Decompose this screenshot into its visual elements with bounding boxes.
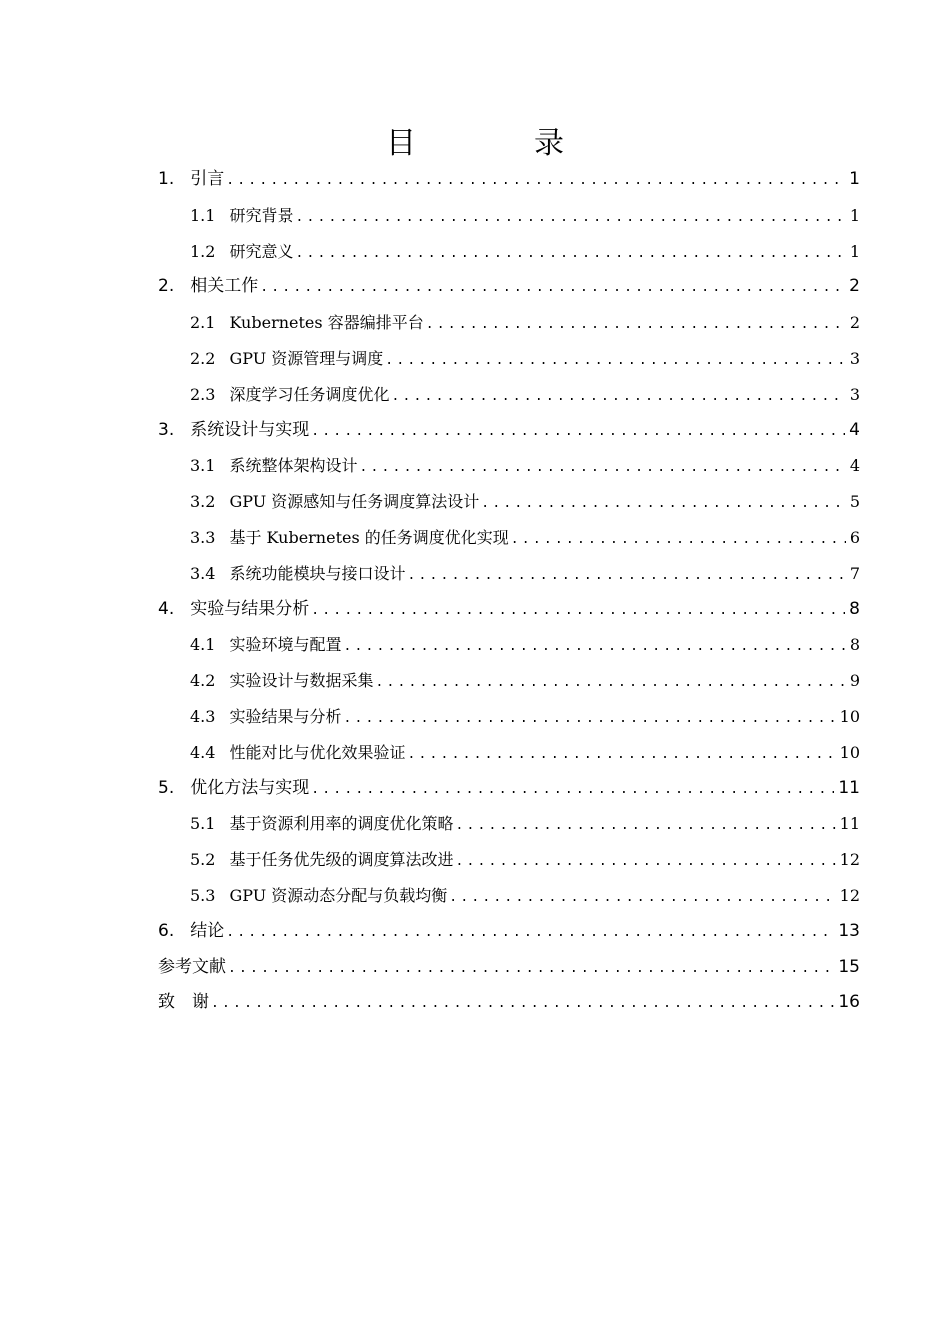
toc-entry-number: 4.4 bbox=[190, 742, 216, 762]
toc-entry-number: 5. bbox=[158, 777, 175, 798]
toc-entry-1-1[interactable] bbox=[158, 198, 860, 234]
toc-entry-4-3[interactable] bbox=[158, 699, 860, 735]
toc-entry-2[interactable] bbox=[158, 269, 860, 305]
dot-leader bbox=[228, 951, 834, 986]
toc-entry-label: 基于 Kubernetes 的任务调度优化实现 bbox=[229, 527, 509, 547]
dot-leader bbox=[343, 629, 845, 663]
toc-entry-4-4[interactable] bbox=[158, 735, 860, 771]
toc-entry-page: 8 bbox=[849, 598, 860, 619]
toc-entry-2-3[interactable] bbox=[158, 377, 860, 413]
toc-entry-page: 8 bbox=[849, 635, 860, 655]
toc-entry-label: 研究意义 bbox=[229, 241, 294, 261]
toc-entry-page: 9 bbox=[849, 671, 860, 691]
dot-leader bbox=[455, 808, 835, 842]
toc-entry-6[interactable] bbox=[158, 914, 860, 950]
dot-leader bbox=[295, 200, 845, 234]
dot-leader bbox=[407, 737, 835, 771]
dot-leader bbox=[211, 986, 834, 1021]
dot-leader bbox=[311, 414, 845, 449]
toc-entry-page: 2 bbox=[849, 313, 860, 333]
toc-entry-2-2[interactable] bbox=[158, 341, 860, 377]
toc-entry-label: 引言 bbox=[190, 169, 225, 189]
toc-entry-page: 6 bbox=[849, 527, 860, 547]
dot-leader bbox=[311, 593, 845, 628]
dot-leader bbox=[455, 844, 835, 878]
toc-entry-page: 10 bbox=[839, 742, 860, 762]
toc-entry-number: 2.3 bbox=[190, 384, 216, 404]
toc-entry-4-2[interactable] bbox=[158, 663, 860, 699]
dot-leader bbox=[226, 163, 845, 198]
toc-entry-page: 5 bbox=[849, 492, 860, 512]
toc-entry-page: 16 bbox=[838, 992, 860, 1013]
toc-entry-label: 实验设计与数据采集 bbox=[229, 671, 374, 691]
toc-entry-3[interactable] bbox=[158, 413, 860, 449]
dot-leader bbox=[391, 379, 845, 413]
toc-entry-number: 3. bbox=[158, 419, 175, 440]
toc-entry-page: 15 bbox=[838, 956, 860, 977]
toc-entry-page: 1 bbox=[849, 205, 860, 225]
dot-leader bbox=[481, 486, 846, 520]
toc-entry-label: GPU 资源管理与调度 bbox=[229, 348, 384, 368]
toc-entry-number: 1.1 bbox=[190, 205, 216, 225]
toc-entry-number: 5.3 bbox=[190, 885, 216, 905]
toc-entry-label: 实验结果与分析 bbox=[229, 706, 342, 726]
dot-leader bbox=[375, 665, 845, 699]
dot-leader bbox=[359, 450, 845, 484]
toc-entry-page: 3 bbox=[849, 348, 860, 368]
toc-entry-page: 11 bbox=[838, 777, 860, 798]
toc-entry-3-3[interactable] bbox=[158, 520, 860, 556]
toc-entry-label: 相关工作 bbox=[190, 276, 259, 297]
toc-entry-4-1[interactable] bbox=[158, 627, 860, 663]
dot-leader bbox=[426, 307, 846, 341]
toc-entry-label: GPU 资源动态分配与负载均衡 bbox=[229, 885, 448, 905]
toc-entry-label: GPU 资源感知与任务调度算法设计 bbox=[229, 492, 480, 512]
toc-entry-number: 4.3 bbox=[190, 706, 216, 726]
toc-entry-label: Kubernetes 容器编排平台 bbox=[229, 313, 424, 333]
toc-entry-page: 11 bbox=[839, 814, 860, 834]
toc-entry-page: 7 bbox=[849, 563, 860, 583]
toc-entry-number: 1. bbox=[158, 169, 175, 189]
toc-entry-page: 1 bbox=[849, 241, 860, 261]
toc-entry-page: 13 bbox=[838, 920, 860, 941]
toc-entry-label: 系统整体架构设计 bbox=[229, 456, 358, 476]
toc-entry-number: 6. bbox=[158, 920, 175, 941]
toc-entry-number: 3.1 bbox=[190, 456, 216, 476]
toc-entry-number: 3.2 bbox=[190, 492, 216, 512]
toc-entry-number: 4.2 bbox=[190, 671, 216, 691]
toc-entry-number: 2. bbox=[158, 276, 175, 297]
dot-leader bbox=[449, 880, 835, 914]
toc-entry-3-1[interactable] bbox=[158, 448, 860, 484]
dot-leader bbox=[226, 915, 834, 950]
toc-entry-label: 致 谢 bbox=[158, 992, 209, 1013]
toc-entry-number: 3.3 bbox=[190, 527, 216, 547]
toc-entry-number: 5.1 bbox=[190, 814, 216, 834]
toc-title: 目 录 bbox=[386, 126, 608, 161]
toc-entry-label: 性能对比与优化效果验证 bbox=[229, 742, 406, 762]
toc-entry-label: 基于资源利用率的调度优化策略 bbox=[229, 814, 454, 834]
toc-entry-4[interactable] bbox=[158, 592, 860, 628]
toc-entry-page: 4 bbox=[849, 456, 860, 476]
toc-entry-label: 优化方法与实现 bbox=[190, 777, 310, 798]
toc-entry-5-3[interactable] bbox=[158, 878, 860, 914]
toc-entry-number: 1.2 bbox=[190, 241, 216, 261]
dot-leader bbox=[295, 236, 845, 270]
toc-entry-label: 深度学习任务调度优化 bbox=[229, 384, 390, 404]
toc-entry-label: 研究背景 bbox=[229, 205, 294, 225]
toc-entry-label: 系统设计与实现 bbox=[190, 419, 310, 440]
toc-entry-label: 结论 bbox=[190, 920, 225, 941]
toc-entry-page: 10 bbox=[839, 706, 860, 726]
toc-entry-5-1[interactable] bbox=[158, 806, 860, 842]
toc-entry-3-4[interactable] bbox=[158, 556, 860, 592]
toc-entry-page: 3 bbox=[849, 384, 860, 404]
toc-entry-page: 12 bbox=[839, 850, 860, 870]
toc-entry-label: 基于任务优先级的调度算法改进 bbox=[229, 850, 454, 870]
dot-leader bbox=[385, 343, 846, 377]
toc-entry-1[interactable] bbox=[158, 162, 860, 198]
toc-entry-3-2[interactable] bbox=[158, 484, 860, 520]
toc-entry-number: 4.1 bbox=[190, 635, 216, 655]
toc-entry-number: 2.2 bbox=[190, 348, 216, 368]
dot-leader bbox=[260, 270, 845, 305]
dot-leader bbox=[311, 772, 834, 807]
dot-leader bbox=[343, 701, 835, 735]
toc-entry-number: 2.1 bbox=[190, 313, 216, 333]
toc-entry-page: 2 bbox=[849, 276, 860, 297]
toc-entry-number: 3.4 bbox=[190, 563, 216, 583]
toc-entry-page: 4 bbox=[849, 419, 860, 440]
toc-entry-5-2[interactable] bbox=[158, 842, 860, 878]
toc-entry-2-1[interactable] bbox=[158, 305, 860, 341]
toc-entry-1-2[interactable] bbox=[158, 234, 860, 270]
table-of-contents bbox=[158, 162, 860, 1021]
toc-entry-label: 实验与结果分析 bbox=[190, 598, 310, 619]
dot-leader bbox=[407, 558, 845, 592]
toc-entry-label: 参考文献 bbox=[158, 956, 226, 977]
toc-entry-acknowledgements[interactable] bbox=[158, 985, 860, 1021]
toc-entry-references[interactable] bbox=[158, 950, 860, 986]
toc-entry-page: 12 bbox=[839, 885, 860, 905]
toc-entry-label: 系统功能模块与接口设计 bbox=[229, 563, 406, 583]
toc-entry-label: 实验环境与配置 bbox=[229, 635, 342, 655]
toc-entry-number: 4. bbox=[158, 598, 175, 619]
toc-entry-number: 5.2 bbox=[190, 850, 216, 870]
toc-entry-page: 1 bbox=[849, 169, 860, 189]
toc-entry-5[interactable] bbox=[158, 771, 860, 807]
dot-leader bbox=[511, 522, 846, 556]
